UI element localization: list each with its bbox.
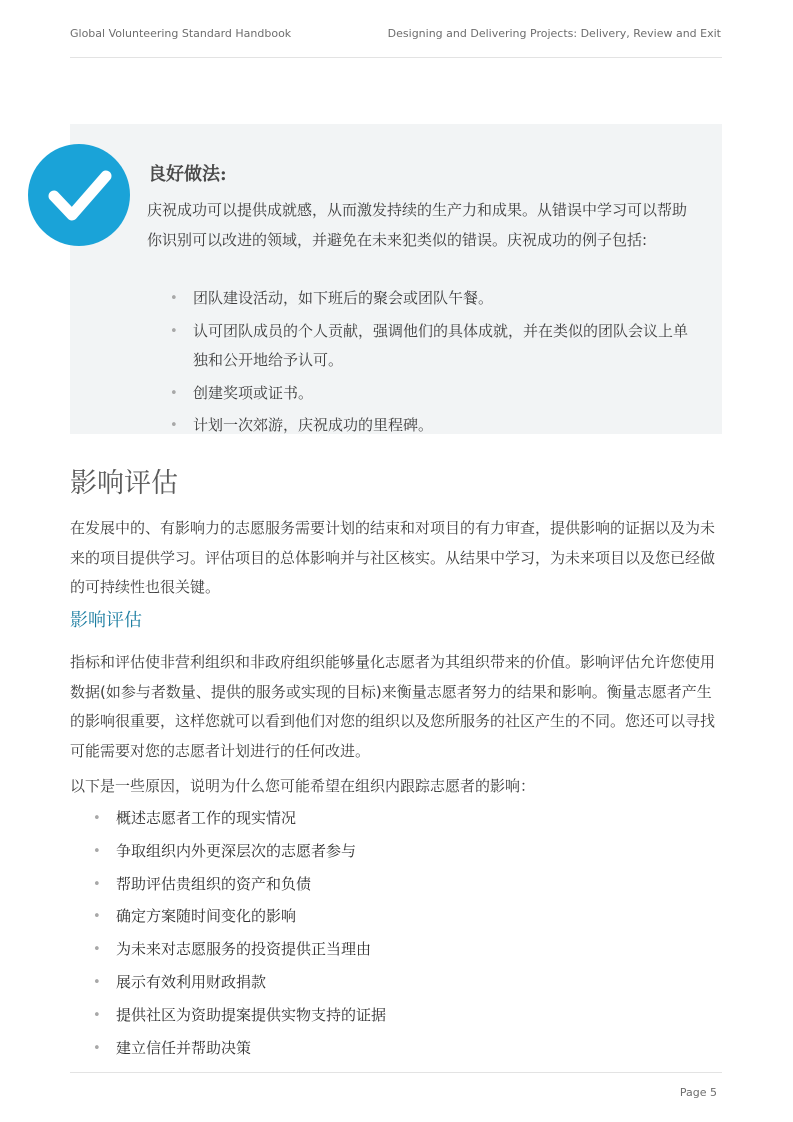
footer-divider [70,1072,722,1073]
list-item: • 创建奖项或证书。 [170,379,700,409]
list-item: • 确定方案随时间变化的影响 [93,902,713,932]
running-header-chapter: Designing and Delivering Projects: Delivery, Review and Exit [387,27,721,40]
list-item: • 争取组织内外更深层次的志愿者参与 [93,837,713,867]
list-item: • 概述志愿者工作的现实情况 [93,804,713,834]
good-practice-title: 良好做法: [148,164,227,185]
checkmark-circle-icon [28,144,130,246]
section-intro: 在发展中的、有影响力的志愿服务需要计划的结束和对项目的有力审查，提供影响的证据以及为未来的项目提供学习。评估项目的总体影响并与社区核实。从结果中学习，为未来项目以及您已经做的可持续性也很关键。 [70,519,716,596]
list-item: • 帮助评估贵组织的资产和负债 [93,870,713,900]
reasons-list [93,804,713,1066]
list-item: • 为未来对志愿服务的投资提供正当理由 [93,935,713,965]
good-practice-list [170,284,700,444]
list-item: • 计划一次郊游，庆祝成功的里程碑。 [170,411,700,441]
subsection-body: 指标和评估使非营利组织和非政府组织能够量化志愿者为其组织带来的价值。影响评估允许您使用数据(如参与者数量、提供的服务或实现的目标)来衡量志愿者努力的结果和影响。衡量志愿者产生的影响很重要，这样您就可以看到他们对您的组织以及您所服务的社区产生的不同。您还可以寻找可能需要对您的志愿者计划进行的任何改进。 [70,653,716,760]
list-item: • 认可团队成员的个人贡献，强调他们的具体成就，并在类似的团队会议上单独和公开地给予认可。 [170,317,700,376]
running-header-title: Global Volunteering Standard Handbook [70,27,292,40]
section-heading: 影响评估 [70,468,178,499]
reasons-intro: 以下是一些原因，说明为什么您可能希望在组织内跟踪志愿者的影响： [70,777,536,795]
header-divider [70,57,722,58]
list-item: • 建立信任并帮助决策 [93,1034,713,1064]
list-item: • 团队建设活动，如下班后的聚会或团队午餐。 [170,284,700,314]
subsection-heading: 影响评估 [70,610,142,631]
list-item: • 提供社区为资助提案提供实物支持的证据 [93,1001,713,1031]
list-item: • 展示有效利用财政捐款 [93,968,713,998]
page-number: Page 5 [679,1086,717,1099]
good-practice-text: 庆祝成功可以提供成就感，从而激发持续的生产力和成果。从错误中学习可以帮助你识别可以改进的领域，并避免在未来犯类似的错误。庆祝成功的例子包括: [147,201,688,249]
